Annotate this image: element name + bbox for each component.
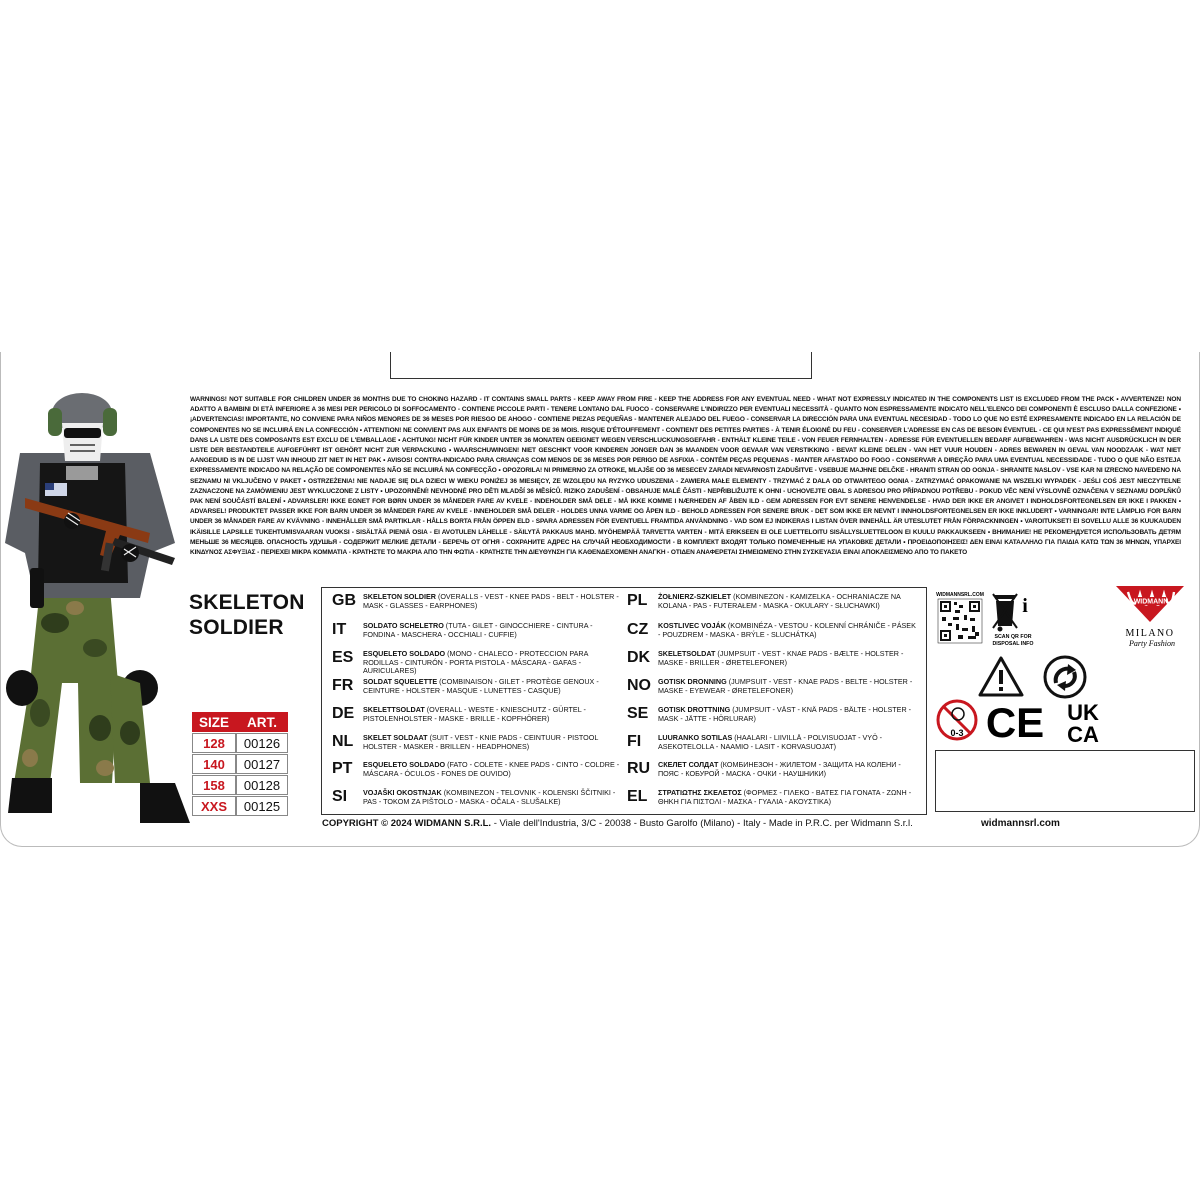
- company-address: - Viale dell'Industria, 3/C - 20038 - Busto Garolfo (Milano) - Italy - Made in P.R.C. per Widmann S.r.l.: [491, 818, 913, 829]
- language-entry: [332, 677, 622, 695]
- language-description: [658, 706, 917, 723]
- scan-label-2: DISPOSAL INFO: [992, 641, 1034, 647]
- table-row: [192, 775, 288, 795]
- qr-top-label: WIDMANNSRL.COM: [936, 592, 984, 598]
- product-name: SOLDATO SCHELETRO: [363, 621, 444, 630]
- recycle-icon: [1045, 657, 1085, 697]
- article-cell: 00128: [236, 775, 288, 795]
- article-cell: 00126: [236, 733, 288, 753]
- language-code: IT: [332, 621, 347, 638]
- hang-tab-outline: [390, 352, 812, 379]
- language-code: PL: [627, 592, 648, 609]
- language-code: CZ: [627, 621, 649, 638]
- ukca-line-2: CA: [1067, 722, 1099, 747]
- no-under-3-icon: [938, 701, 976, 739]
- product-name: ŻOŁNIERZ-SZKIELET: [658, 592, 732, 601]
- language-code: EL: [627, 788, 648, 805]
- language-entry: [332, 760, 622, 778]
- table-row: [192, 796, 288, 816]
- costume-model-illustration: [0, 383, 196, 830]
- contents-list: (COMBINAISON - GILET - PROTÈGE GENOUX - CEINTURE - HOLSTER - MASQUE - LUNETTES - CASQUE): [363, 677, 599, 695]
- copyright-line: [322, 818, 913, 829]
- warning-triangle-icon: [980, 658, 1022, 695]
- ukca-line-1: UK: [1067, 700, 1099, 725]
- language-code: FI: [627, 733, 642, 750]
- language-description: [363, 650, 622, 676]
- website-link[interactable]: widmannsrl.com: [981, 818, 1060, 829]
- age-warning-label: 0-3: [950, 728, 964, 738]
- product-title-line-2: SOLDIER: [189, 616, 284, 639]
- language-description: [658, 761, 917, 778]
- language-entry: [627, 649, 917, 667]
- scan-label-1: SCAN QR FOR: [994, 634, 1032, 640]
- table-row: [192, 754, 288, 774]
- language-description: [658, 734, 917, 751]
- language-description: [658, 593, 917, 610]
- product-name: GOTISK DRONNING: [658, 677, 727, 686]
- contents-list: (КОМБИНЕЗОН - ЖИЛЕТОМ - ЗАЩИТА НА КОЛЕНИ - ПОЯС - КОБУРОЙ - МАСКА - ОЧКИ - НАУШНИКИ): [658, 760, 901, 778]
- size-header: SIZE: [192, 712, 236, 732]
- size-cell: 140: [192, 754, 236, 774]
- barcode-placeholder-box: [935, 750, 1195, 812]
- size-cell: 128: [192, 733, 236, 753]
- language-entry: [627, 760, 917, 778]
- language-entry: [332, 592, 622, 610]
- product-name: ESQUELETO SOLDADO: [363, 760, 446, 769]
- product-name: GOTISK DROTTNING: [658, 705, 731, 714]
- article-cell: 00125: [236, 796, 288, 816]
- product-name: SKELET SOLDAAT: [363, 733, 428, 742]
- language-code: NL: [332, 733, 354, 750]
- contents-list: (HAALARI - LIIVILLÄ - POLVISUOJAT - VYÖ - ASEKOTELOLLA - NAAMIO - LASIT - KORVASUOJAT): [658, 733, 883, 751]
- language-code: NO: [627, 677, 651, 694]
- language-code: GB: [332, 592, 356, 609]
- brand-city: MILANO: [1125, 628, 1175, 639]
- product-title-line-1: SKELETON: [189, 591, 305, 614]
- contents-list: (KOMBINEZON - KAMIZELKA - OCHRANIACZE NA KOLANA - PAS - FUTERAŁEM - MASKA - OKULARY - SŁUCHAWKI): [658, 592, 901, 610]
- language-code: DE: [332, 705, 355, 722]
- language-description: [658, 650, 917, 667]
- size-article-table: [192, 711, 288, 817]
- contents-list: (MONO - CHALECO - PROTECCION PARA RODILLAS - CINTURÓN - PORTA PISTOLA - MÁSCARA - GAFAS - AURICULARES): [363, 649, 588, 676]
- regulatory-symbols: [934, 652, 1114, 748]
- brand-tagline: Party Fashion: [1129, 639, 1175, 648]
- svg-text:i: i: [1022, 595, 1028, 617]
- contents-list: (KOMBINÉZA - VESTOU - KOLENNÍ CHRÁNIČE - PÁSEK - POUZDREM - MASKA - BRÝLE - SLUCHÁTKA): [658, 621, 916, 639]
- product-title: [189, 590, 305, 640]
- article-cell: 00127: [236, 754, 288, 774]
- language-code: SE: [627, 705, 649, 722]
- language-code: PT: [332, 760, 353, 777]
- language-entry: [332, 733, 622, 751]
- language-description: [363, 789, 622, 806]
- language-entry: [627, 621, 917, 639]
- language-entry: [332, 649, 622, 676]
- language-description: [363, 761, 622, 778]
- language-code: ES: [332, 649, 354, 666]
- size-cell: 158: [192, 775, 236, 795]
- contents-list: (JUMPSUIT - VÄST - KNÄ PADS - BÄLTE - HOLSTER - MASK - JÄTTE - HÖRLURAR): [658, 705, 912, 723]
- language-description: [363, 622, 622, 639]
- copyright-text: COPYRIGHT © 2024 WIDMANN S.R.L.: [322, 818, 492, 829]
- language-description: [363, 706, 622, 723]
- contents-list: (KOMBINEZON - TELOVNIK - KOLENSKI ŠČITNIKI - PAS - TOKOM ZA PIŠTOLO - MASKA - OČALA - SLUŠALKE): [363, 788, 616, 806]
- language-code: DK: [627, 649, 651, 666]
- contents-list: (OVERALL - WESTE - KNIESCHUTZ - GÜRTEL - PISTOLENHOLSTER - MASKE - BRILLE - KOPFHÖRER): [363, 705, 586, 723]
- language-description: [363, 734, 622, 751]
- brand-badge: WIDMANN: [1133, 598, 1169, 606]
- language-entry: [627, 705, 917, 723]
- product-name: SKELETTSOLDAT: [363, 705, 425, 714]
- contents-list: (TUTA - GILET - GINOCCHIERE - CINTURA - FONDINA - MASCHERA - OCCHIALI - CUFFIE): [363, 621, 593, 639]
- language-entry: [627, 733, 917, 751]
- language-description: [658, 678, 917, 695]
- table-row: [192, 733, 288, 753]
- product-name: СКЕЛЕТ СОЛДАТ: [658, 760, 719, 769]
- product-name: SKELETON SOLDIER: [363, 592, 436, 601]
- product-name: SOLDAT SQUELETTE: [363, 677, 438, 686]
- contents-list: (JUMPSUIT - VEST - KNAE PADS - BÆLTE - HOLSTER - MASKE - BRILLER - ØRETELEFONER): [658, 649, 904, 667]
- contents-list: (OVERALLS - VEST - KNEE PADS - BELT - HOLSTER - MASK - GLASSES - EARPHONES): [363, 592, 619, 610]
- language-code: RU: [627, 760, 651, 777]
- contents-list: (SUIT - VEST - KNIE PADS - CEINTUUR - PISTOOL HOLSTER - MASKER - BRILLEN - HEADPHONES): [363, 733, 599, 751]
- contents-list: (ΦΟΡΜΕΣ - ΓΙΛΕΚΟ - ΒΑΤΕΣ ΓΙΑ ΓΟΝΑΤΑ - ΖΩΝΗ - ΘΗΚΗ ΓΙΑ ΠΙΣΤΟΛΙ - ΜΑΣΚΑ - ΓΥΑΛΙΑ - ΑΚΟΥΣΤΙΚΑ): [658, 788, 912, 806]
- language-entry: [332, 788, 622, 806]
- language-entry: [627, 788, 917, 806]
- disposal-qr-panel: [934, 590, 1036, 648]
- product-name: VOJAŠKI OKOSTNJAK: [363, 788, 442, 797]
- language-entry: [627, 592, 917, 610]
- contents-list: (FATO - COLETE - KNEE PADS - CINTO - COLDRE - MÁSCARA - ÓCULOS - FONES DE OUVIDO): [363, 760, 620, 778]
- safety-warnings-text: WARNINGS! NOT SUITABLE FOR CHILDREN UNDER 36 MONTHS DUE TO CHOKING HAZARD - IT CONTAINS SMALL PARTS - KEEP AWAY FROM FIRE - KEEP THE ADDRESS FOR ANY EVENTUAL NEED - WHAT NOT EXPRESSLY INDICATED IN THE COMPONENTS LIST IS EXCLUDED FROM THE PACK • AVVERTENZE! NON ADATTO A BAMBINI DI ETÀ INFERIORE A 36 MESI PER PERICOLO DI SOFFOCAMENTO - CONTIENE PICCOLE PARTI - TENERE LONTANO DAL FUOCO - CONSERVARE L'INDIRIZZO PER EVENTUALI NECESSITÀ - QUANTO NON ESPRESSAMENTE INDICATO NELL'ELENCO DEI COMPONENTI È ESCLUSO DALLA CONFEZIONE • ¡ADVERTENCIAS! IMPORTANTE, NO CONVIENE PARA NIÑOS MENORES DE 36 MESES POR RIESGO DE AHOGO - CONTIENE PIEZAS PEQUEÑAS - MANTENER ALEJADO DEL FUEGO - CONSERVAR LA DIRECCIÓN PARA UNA EVENTUAL NECESIDAD - TODO LO QUE NO ESTÉ EXPRESAMENTE INDICADO EN LA RELACIÓN DE COMPONENTES NO SE INCLUIRÁ EN LA CONFECCIÓN • ATTENTION! NE CONVIENT PAS AUX ENFANTS DE MOINS DE 36 MOIS. RISQUE D'ÉTOUFFEMENT - CONTIENT DES PETITES PARTIES - À TENIR ÉLOIGNÉ DU FEU - CONSERVER L'ADRESSE EN CAS DE BESOIN ÉVENTUEL - CE QUI N'EST PAS EXPRESSÉMENT INDIQUÉ DANS LA LISTE DES COMPOSANTS EST EXCLU DE L'EMBALLAGE • ACHTUNG! NICHT FÜR KINDER UNTER 36 MONATEN GEEIGNET WEGEN VERSCHLUCKUNGSGEFAHR - ENTHÄLT KLEINE TEILE - VON FEUER FERNHALTEN - ADRESSE FÜR EVENTUELLEN BEDARF AUFBEWAHREN - WAS NICHT AUSDRÜCKLICH IN DER LISTE DER BESTANDTEILE AUFGEFÜHRT IST GEHÖRT NICHT ZUR VERPACKUNG • WAARSCHUWINGEN! NIET GESCHIKT VOOR KINDEREN JONGER DAN 36 MAANDEN VOOR GEVAAR VAN VERSTIKKING - BEVAT KLEINE DELEN - VAN HET VUUR HOUDEN - ADRES BEWAREN IN GEVAL VAN NOODZAAK - WAT NIET AANGEDUID IS IN DE LIJST VAN INHOUD ZIT NIET IN HET PAK • AVISOS! CONTRA-INDICADO PARA CRIANÇAS COM MENOS DE 36 MESES POR PERIGO DE ASFIXIA - CONTÉM PEÇAS PEQUENAS - MANTER AFASTADO DO FOGO - CONSERVAR A DIREÇÃO PARA UMA EVENTUAL NECESSIDADE - TUDO O QUE NÃO ESTEJA EXPRESSAMENTE INDICADO NA RELAÇÃO DE COMPONENTES NÃO SE INCLUIRÁ NA CONFECÇÃO • OPOZORILA! NI PRIMERNO ZA OTROKE, MLAJŠE OD 36 MESECEV ZARADI NEVARNOSTI ZADUŠITVE - VSEBUJE MAJHNE DELČKE - HRANITI STRAN OD OGNJA - SHRANITE NASLOV - VSE KAR NI IZRECNO NAVEDENO NA SEZNAMU NI VKLJUČENO V PAKET • OSTRZEŻENIA! NIE NADAJE SIĘ DLA DZIECI W WIEKU PONIŻEJ 36 MIESIĘCY, ZE WZGLĘDU NA RYZYKO UDUSZENIA - ZAWIERA MAŁE ELEMENTY - TRZYMAĆ Z DALA OD OTWARTEGO OGNIA - ZATRZYMAĆ OPAKOWANIE NA WSZELKI WYPADEK - JEŚLI COŚ JEST NIECZYTELNE ZAZNACZONE NA ZAMÓWIENIU JEST WYKLUCZONE Z LISTY • UPOZORNĚNÍ! NEVHODNÉ PRO DĚTI MLADŠÍ 36 MĚSÍCŮ. RIZIKO ZADUŠENÍ - OBSAHUJE MALÉ ČÁSTI - NEPŘIBLIŽUJTE K OHNI - UCHOVEJTE OBAL S ADRESOU PRO PŘÍPADNOU POTŘEBU - POKUD VĚC NENÍ VÝSLOVNĚ OZNAČENA V SEZNAMU DOPLŇKŮ PAK NENÍ SOUČÁSTÍ BALENÍ • ADVARSLER! IKKE EGNET FOR BØRN UNDER 36 MÅNEDER FARE AV KVELE - INDEHOLDER SMÅ DELE - MÅ IKKE KOMME I NÆRHEDEN AF ÅBEN ILD - GEM ADRESSEN FOR EVT SENERE HENVENDELSE - HVAD DER IKKE ER ANGIVET I INDHOLDSFORTEGNELSEN ER IKKE I PAKKEN • ADVARSEL! PRODUKTET PASSER IKKE FOR BARN UNDER 36 MÅNEDER FARE AV KVELE - INNEHOLDER SMÅ DELER - HOLDES UNNA VARME OG ÅPEN ILD - BEHOLD ADRESSEN FOR SENERE BRUK - DET SOM IKKE ER NEVNT I INNHOLDSFORTEGNELSEN ER IKKE INKLUDERT • VARNINGAR! INTE LÄMPLIG FOR BARN UNDER 36 MÅNADER FARE AV KVÄVNING - INNEHÅLLER SMÅ PARTIKLAR - HÅLLS BORTA FRÅN ÖPPEN ELD - SPARA ADRESSEN FÖR EVENTUELL FRAMTIDA ANVÄNDNING - VAD SOM EJ INDIKERAS I LISTAN ÖVER INNEHÅLL ÄR UTESLUTET FRÅN FÖRPACKNINGEN • VAROITUKSET! EI SOVELLU ALLE 36 KUUKAUDEN IKÄISILLE LAPSILLE TUKEHTUMISVAARAN VUOKSI - SISÄLTÄÄ PIENIÄ OSIA - EI AVOTULEN LÄHELLE - SÄILYTÄ PAKKAUS MAHD. MYÖHEMPÄÄ TARVETTA VARTEN - MITÄ ERIKSEEN EI OLE LUETTELOITU SISÄLLYSLUETTELOON EI KUULU PAKKAUKSEEN • ВНИМАНИЕ! НЕ РЕКОМЕНДУЕТСЯ ИСПОЛЬЗОВАТЬ ДЕТЯМ МЕНЬШЕ 36 МЕСЯЦЕВ. ОПАСНОСТЬ УДУШЬЯ - СОДЕРЖИТ МЕЛКИЕ ДЕТАЛИ - БЕРЕЧЬ ОТ ОГНЯ - СОХРАНИТЕ АДРЕС НА СЛУЧАЙ НЕОБХОДИМОСТИ - В КОМПЛЕКТ ВХОДЯТ ТОЛЬКО ПОМЕЧЕННЫЕ НА УПАКОВКЕ ДЕТАЛИ • ΠΡΟΕΙΔΟΠΟΙΗΣΕΙΣ! ΔΕΝ ΕΙΝΑΙ ΚΑΤΑΛΛΗΛΟ ΓΙΑ ΠΑΙΔΙΑ ΚΑΤΩ ΤΩΝ 36 ΜΗΝΩΝ, ΥΠΑΡΧΕΙ ΚΙΝΔΥΝΟΣ ΑΣΦΥΞΙΑΣ - ΠΕΡΙΕΧΕΙ ΜΙΚΡΑ ΚΟΜΜΑΤΙΑ - ΚΡΑΤΗΣΤΕ ΤΟ ΜΑΚΡΙΑ ΑΠΟ ΤΗΝ ΦΩΤΙΑ - ΚΡΑΤΗΣΤΕ ΤΗΝ ΔΙΕΥΘΥΝΣΗ ΓΙΑ ΚΑΘΕΝΔΕΧΟΜΕΝΗ ΑΝΑΓΚΗ - ΟΤΙΔΕΝ ΑΝΑΦΕΡΕΤΑΙ ΣΗΜΕΙΩΜΕΝΟ ΣΤΗΝ ΣΥΣΚΕΥΑΣΙΑ ΕΙΝΑΙ ΑΠΟΚΛΕΙΣΜΕΝΟ ΑΠΟ ΤΟ ΠΑΚΕΤΟ: [190, 396, 1181, 557]
- product-name: LUURANKO SOTILAS: [658, 733, 733, 742]
- product-name: KOSTLIVEC VOJÁK: [658, 621, 726, 630]
- language-description: [363, 593, 622, 610]
- language-description: [363, 678, 622, 695]
- ce-mark-icon: CE: [985, 699, 1045, 746]
- brand-logo: [1110, 584, 1190, 654]
- language-code: FR: [332, 677, 354, 694]
- wheelie-bin-icon: [990, 590, 1036, 648]
- ukca-mark-icon: [1067, 700, 1099, 747]
- language-description: [658, 789, 917, 806]
- language-code: SI: [332, 788, 348, 805]
- language-entry: [332, 705, 622, 723]
- contents-list: (JUMPSUIT - VEST - KNAE PADS - BELTE - HOLSTER - MASKE - EYEWEAR - ØRETELEFONER): [658, 677, 913, 695]
- product-name: SKELETSOLDAT: [658, 649, 716, 658]
- language-description: [658, 622, 917, 639]
- size-cell: XXS: [192, 796, 236, 816]
- language-entry: [332, 621, 622, 639]
- product-name: ΣΤΡΑΤΙΩΤΗΣ ΣΚΕΛΕΤΟΣ: [658, 788, 742, 797]
- language-contents-box: [321, 587, 927, 815]
- product-name: ESQUELETO SOLDADO: [363, 649, 446, 658]
- language-entry: [627, 677, 917, 695]
- article-header: ART.: [236, 712, 288, 732]
